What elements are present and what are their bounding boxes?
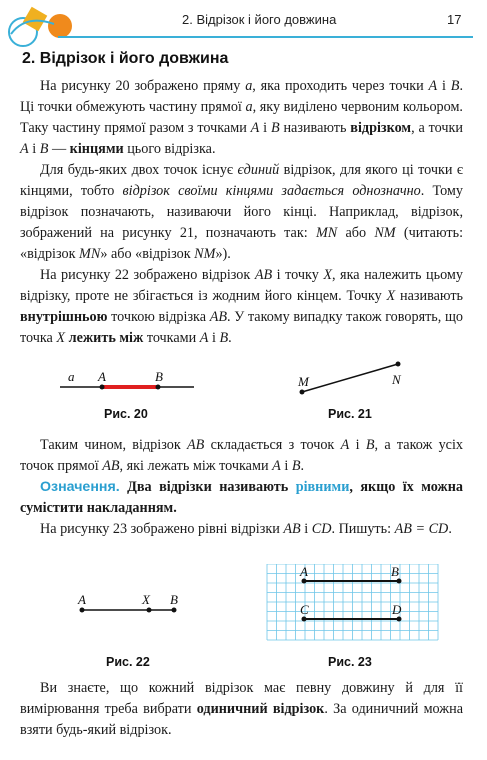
- point-a: [80, 608, 85, 613]
- point-c: [302, 617, 307, 622]
- figure-20: [60, 368, 200, 398]
- figure-21: [296, 356, 416, 400]
- figure-22: [72, 590, 192, 620]
- segment-mn: [302, 364, 398, 392]
- definition-label: Означення.: [40, 479, 120, 495]
- label-b: B: [155, 369, 163, 384]
- figure-23: [266, 564, 446, 642]
- caption-fig-23: Рис. 23: [328, 655, 372, 669]
- paragraph-6: Ви знаєте, що кожний відрізок має певну довжину й для її вимірювання треба вибрати одиничний відрізок. За одиничний можна взяти будь-який відрізок.: [20, 680, 463, 738]
- paragraph-2: Для будь-яких двох точок існує єдиний відрізок, для якого ці точки є кінцями, тобто відрізок своїми кінцями задається однозначно. Тому відрізок позначають, називаючи його кінці. Наприклад, відрізок, зображений на рисунку 21, позначають так: MN або NM (читають: «відрізок MN» або «відрізок NM»).: [20, 162, 464, 262]
- label-x: X: [142, 592, 150, 607]
- point-b: [397, 579, 402, 584]
- point-a: [100, 385, 105, 390]
- running-title: 2. Відрізок і його довжина: [182, 12, 337, 27]
- definition: Означення. Два відрізки називають рівними, якщо їх можна сумістити накладанням.: [20, 479, 463, 516]
- text-block-3: [20, 678, 463, 741]
- point-m: [300, 390, 305, 395]
- caption-fig-22: Рис. 22: [106, 655, 150, 669]
- label-a: A: [98, 369, 106, 384]
- text-block-2: [20, 435, 463, 540]
- header-rule: [58, 36, 473, 38]
- text-block-1: [20, 76, 463, 349]
- label-d: D: [392, 602, 402, 617]
- label-line-a: a: [68, 369, 75, 384]
- page-number: 17: [447, 12, 462, 27]
- caption-fig-20: Рис. 20: [104, 407, 148, 421]
- grid: [267, 564, 438, 640]
- label-a: A: [78, 592, 86, 607]
- point-b: [172, 608, 177, 613]
- paragraph-3: На рисунку 22 зображено відрізок AB і точку X, яка належить цьому відрізку, проте не збігається із жодним його кінцем. Точку X називають внутрішньою точкою відрізка AB. У такому випадку також говорять, що точка X лежить між точками A і B.: [20, 267, 463, 346]
- label-m: M: [298, 374, 309, 389]
- paragraph-5: На рисунку 23 зображено рівні відрізки AB і CD. Пишуть: AB = CD.: [40, 521, 452, 537]
- point-d: [397, 617, 402, 622]
- label-n: N: [392, 372, 401, 387]
- label-b: B: [170, 592, 178, 607]
- point-a: [302, 579, 307, 584]
- point-x: [147, 608, 152, 613]
- section-title: 2. Відрізок і його довжина: [22, 50, 229, 67]
- caption-fig-21: Рис. 21: [328, 407, 372, 421]
- label-a: A: [300, 564, 308, 579]
- page-header: [0, 0, 487, 50]
- paragraph-4: Таким чином, відрізок AB складається з точок A і B, а також усіх точок прямої AB, які лежать між точками A і B.: [20, 437, 463, 474]
- point-n: [396, 362, 401, 367]
- textbook-logo-icon: [6, 4, 76, 50]
- paragraph-1: На рисунку 20 зображено пряму a, яка проходить через точки A і B. Ці точки обмежують частину прямої a, яку виділено червоним кольором. Таку частину прямої разом з точками A і B називають відрізком, а точки A і B — кінцями цього відрізка.: [20, 78, 463, 157]
- label-b: B: [391, 564, 399, 579]
- label-c: C: [300, 602, 309, 617]
- point-b: [156, 385, 161, 390]
